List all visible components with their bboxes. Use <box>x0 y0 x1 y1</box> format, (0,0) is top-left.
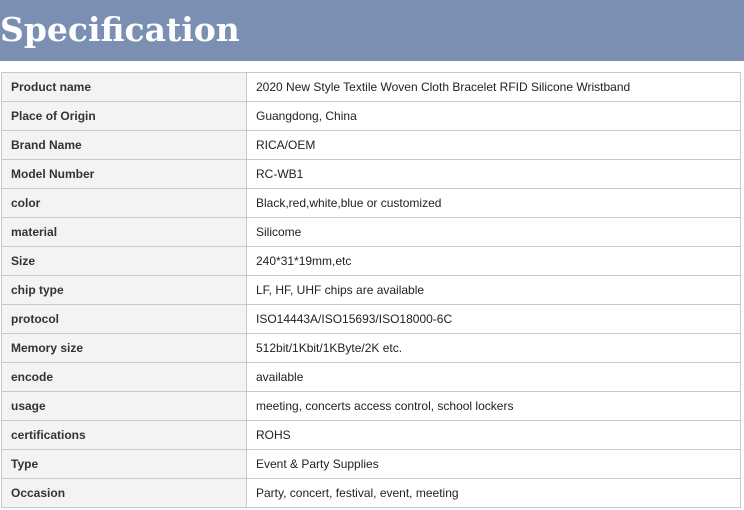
spec-value: Guangdong, China <box>247 102 741 131</box>
spec-label: color <box>2 189 247 218</box>
table-row <box>2 102 741 131</box>
spec-value: LF, HF, UHF chips are available <box>247 276 741 305</box>
spec-value: 512bit/1Kbit/1KByte/2K etc. <box>247 334 741 363</box>
spec-label: Size <box>2 247 247 276</box>
spec-value: available <box>247 363 741 392</box>
table-row <box>2 131 741 160</box>
spec-label: certifications <box>2 421 247 450</box>
spec-value: Event & Party Supplies <box>247 450 741 479</box>
table-row <box>2 479 741 508</box>
spec-label: encode <box>2 363 247 392</box>
table-row <box>2 334 741 363</box>
table-row <box>2 218 741 247</box>
table-row <box>2 247 741 276</box>
spec-value: 240*31*19mm,etc <box>247 247 741 276</box>
table-row <box>2 450 741 479</box>
spec-value: RC-WB1 <box>247 160 741 189</box>
spec-value: ISO14443A/ISO15693/ISO18000-6C <box>247 305 741 334</box>
specification-banner <box>0 0 744 61</box>
page-title: Specification <box>0 10 240 49</box>
spec-label: Memory size <box>2 334 247 363</box>
spec-value: Party, concert, festival, event, meeting <box>247 479 741 508</box>
spec-label: usage <box>2 392 247 421</box>
spec-label: Type <box>2 450 247 479</box>
spec-label: Model Number <box>2 160 247 189</box>
spec-value: 2020 New Style Textile Woven Cloth Bracelet RFID Silicone Wristband <box>247 73 741 102</box>
spec-value: Silicome <box>247 218 741 247</box>
table-row <box>2 160 741 189</box>
spec-value: ROHS <box>247 421 741 450</box>
spec-value: meeting, concerts access control, school lockers <box>247 392 741 421</box>
table-row <box>2 392 741 421</box>
spec-label: Product name <box>2 73 247 102</box>
table-row <box>2 421 741 450</box>
table-row <box>2 189 741 218</box>
table-row <box>2 363 741 392</box>
table-row <box>2 73 741 102</box>
spec-label: material <box>2 218 247 247</box>
specification-table <box>1 72 741 508</box>
table-row <box>2 305 741 334</box>
spec-label: protocol <box>2 305 247 334</box>
spec-value: Black,red,white,blue or customized <box>247 189 741 218</box>
spec-value: RICA/OEM <box>247 131 741 160</box>
spec-label: Place of Origin <box>2 102 247 131</box>
spec-label: Brand Name <box>2 131 247 160</box>
table-row <box>2 276 741 305</box>
spec-label: Occasion <box>2 479 247 508</box>
spec-label: chip type <box>2 276 247 305</box>
